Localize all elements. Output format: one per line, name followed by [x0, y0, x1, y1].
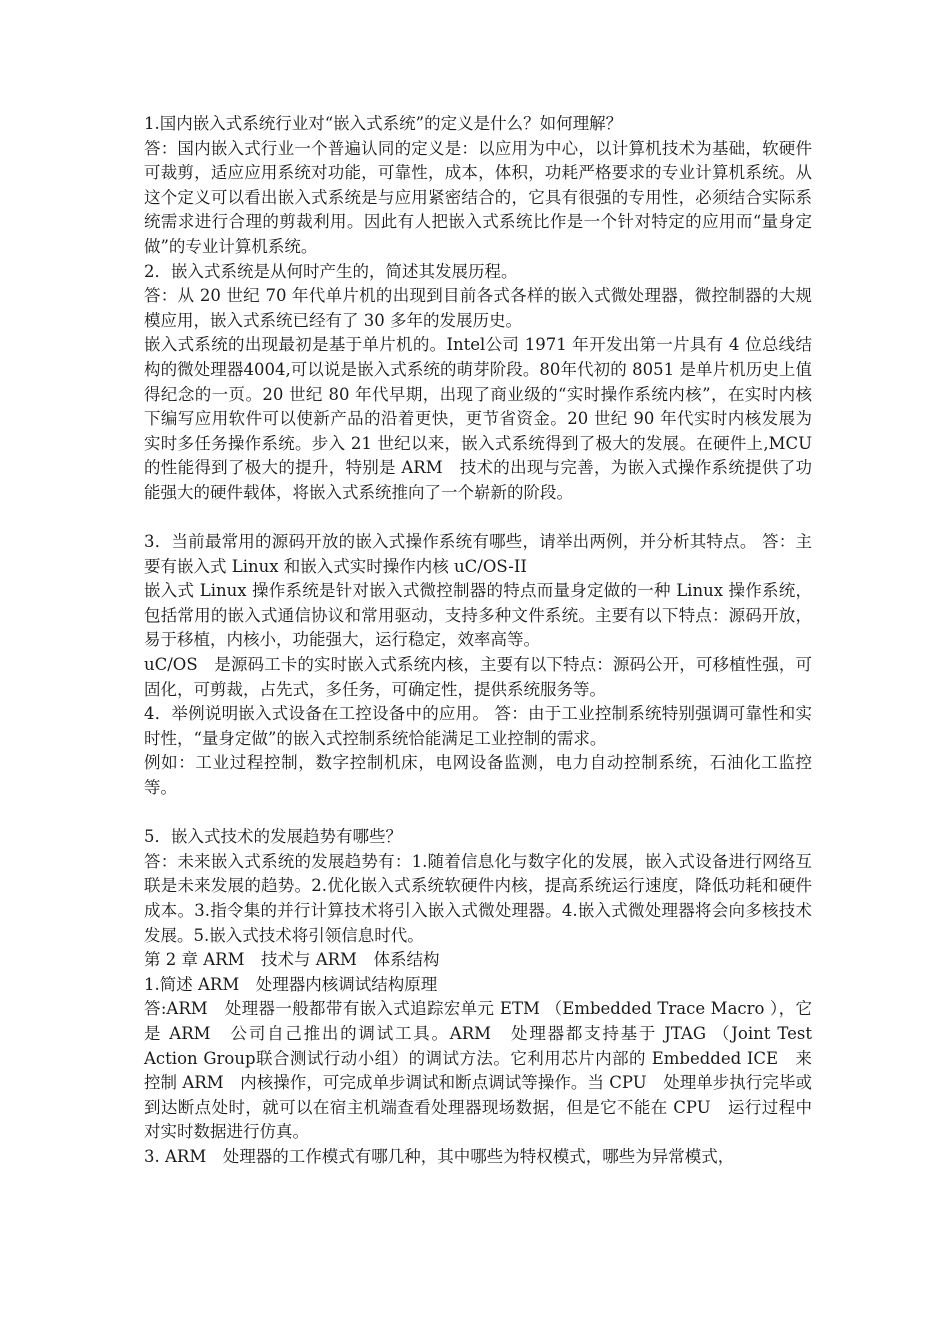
- paragraph: 答：从 20 世纪 70 年代单片机的出现到目前各式各样的嵌入式微处理器，微控制器的大规模应用，嵌入式系统已经有了 30 多年的发展历史。: [144, 286, 812, 330]
- paragraph: 第 2 章 ARM 技术与 ARM 体系结构: [144, 950, 440, 970]
- document-body: [144, 112, 829, 1170]
- paragraph: uC/OS 是源码工卡的实时嵌入式系统内核，主要有以下特点：源码公开，可移植性强，可固化，可剪裁，占先式，多任务，可确定性，提供系统服务等。: [144, 655, 812, 699]
- paragraph: 3．当前最常用的源码开放的嵌入式操作系统有哪些，请举出两例，并分析其特点。 答：主要有嵌入式 Linux 和嵌入式实时操作内核 uC/OS-II: [144, 532, 812, 576]
- paragraph: 答：未来嵌入式系统的发展趋势有：1.随着信息化与数字化的发展，嵌入式设备进行网络互联是未来发展的趋势。2.优化嵌入式系统软硬件内核，提高系统运行速度，降低功耗和硬件成本。3.指令集的并行计算技术将引入嵌入式微处理器。4.嵌入式微处理器将会向多核技术发展。5.嵌入式技术将引领信息时代。: [144, 851, 812, 945]
- blank-line: [144, 801, 812, 826]
- paragraph: 4．举例说明嵌入式设备在工控设备中的应用。 答：由于工业控制系统特别强调可靠性和实时性，“量身定做”的嵌入式控制系统恰能满足工业控制的需求。: [144, 704, 812, 748]
- paragraph: 1.简述 ARM 处理器内核调试结构原理: [144, 974, 438, 994]
- paragraph: 答：国内嵌入式行业一个普遍认同的定义是：以应用为中心，以计算机技术为基础，软硬件可裁剪，适应应用系统对功能，可靠性，成本，体积，功耗严格要求的专业计算机系统。从这个定义可以看出嵌入式系统是与应用紧密结合的，它具有很强的专用性，必须结合实际系统需求进行合理的剪裁利用。因此有人把嵌入式系统比作是一个针对特定的应用而“量身定做”的专业计算机系统。: [144, 138, 812, 256]
- paragraph: 5．嵌入式技术的发展趋势有哪些？: [144, 827, 402, 847]
- paragraph: 3. ARM 处理器的工作模式有哪几种，其中哪些为特权模式，哪些为异常模式，: [144, 1146, 735, 1166]
- paragraph: 答:ARM 处理器一般都带有嵌入式追踪宏单元 ETM （Embedded Trace Macro ），它是 ARM 公司自己推出的调试工具。ARM 处理器都支持基于 JTAG （Joint Test Action Group联合测试行动小组）的调试方法。它利用芯片内部的 Embedded ICE 来控制 ARM 内核操作，可完成单步调试和断点调试等操作。当 CPU 处理单步执行完毕或到达断点处时，就可以在宿主机端查看处理器现场数据，但是它不能在 CPU 运行过程中对实时数据进行仿真。: [144, 999, 812, 1142]
- paragraph: 例如：工业过程控制，数字控制机床，电网设备监测，电力自动控制系统，石油化工监控等。: [144, 753, 812, 798]
- paragraph: 嵌入式系统的出现最初是基于单片机的。Intel公司 1971 年开发出第一片具有 4 位总线结构的微处理器4004,可以说是嵌入式系统的萌芽阶段。80年代初的 8051 是单片机历史上值得纪念的一页。20 世纪 80 年代早期，出现了商业级的“实时操作系统内核”，在实时内核下编写应用软件可以使新产品的沿着更快，更节省资金。20 世纪 90 年代实时内核发展为实时多任务操作系统。步入 21 世纪以来，嵌入式系统得到了极大的发展。在硬件上,MCU 的性能得到了极大的提升，特别是 ARM 技术的出现与完善，为嵌入式操作系统提供了功能强大的硬件载体，将嵌入式系统推向了一个崭新的阶段。: [144, 335, 829, 502]
- paragraph: 2．嵌入式系统是从何时产生的，简述其发展历程。: [144, 261, 518, 281]
- paragraph: 1.国内嵌入式系统行业对“嵌入式系统”的定义是什么？如何理解？: [144, 114, 623, 133]
- paragraph: 嵌入式 Linux 操作系统是针对嵌入式微控制器的特点而量身定做的一种 Linux 操作系统，包括常用的嵌入式通信协议和常用驱动，支持多种文件系统。主要有以下特点：源码开放，易于移植，内核小，功能强大，运行稳定，效率高等。: [144, 581, 812, 650]
- blank-line: [144, 506, 812, 531]
